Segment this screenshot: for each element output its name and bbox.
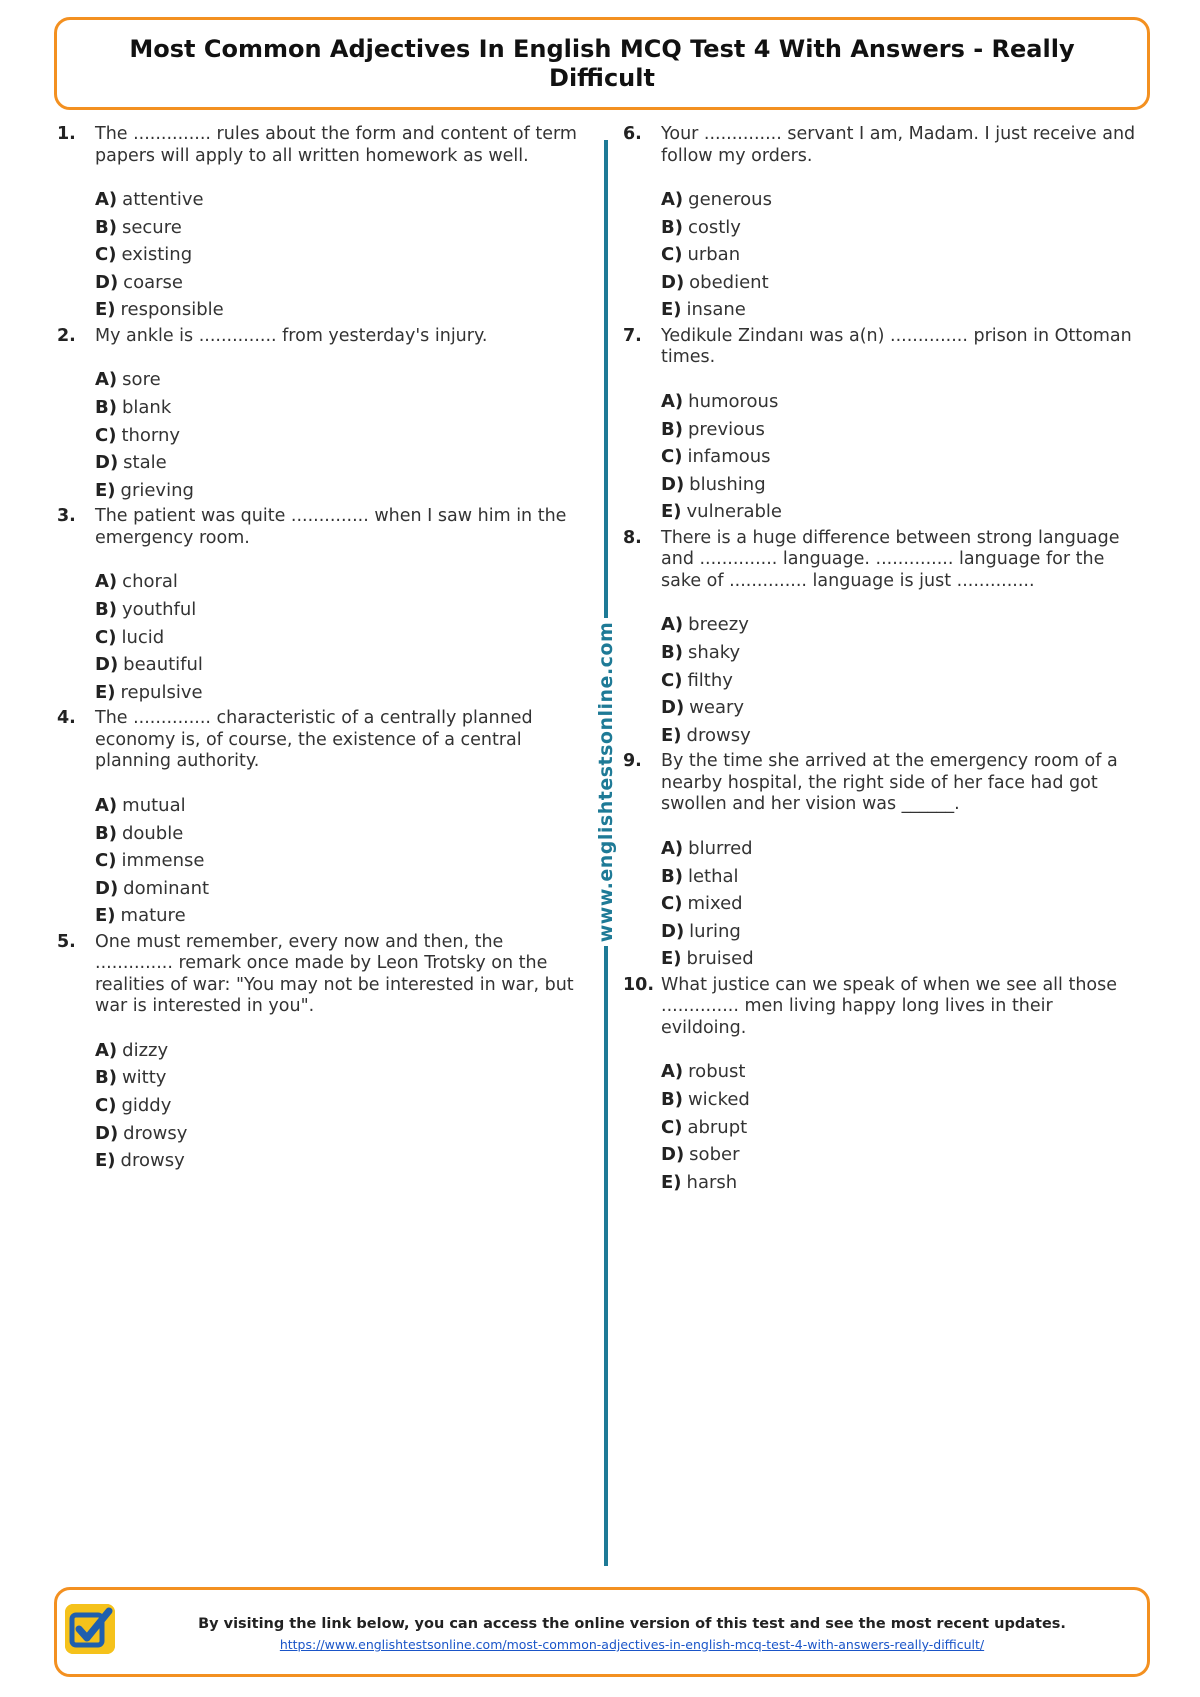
option-e: E) grieving [95, 479, 194, 501]
option-d: D) stale [95, 452, 167, 474]
option-d: D) coarse [95, 271, 183, 293]
option-c: C) immense [95, 850, 205, 872]
question-10 [623, 975, 1143, 1196]
column-divider-top [604, 140, 608, 618]
question-text: The .............. rules about the form and content of term papers will apply to all written homework as well. [95, 124, 577, 166]
option-b: B) witty [95, 1067, 167, 1089]
option-d: D) beautiful [95, 654, 203, 676]
option-a: A) dizzy [95, 1039, 169, 1061]
option-a: A) robust [661, 1061, 746, 1083]
question-text: By the time she arrived at the emergency room of a nearby hospital, the right side of her face had got swollen and her vision was ______. [661, 751, 1118, 815]
option-c: C) existing [95, 244, 193, 266]
question-2 [57, 326, 577, 504]
page-title: Most Common Adjectives In English MCQ Test 4 With Answers - Really Difficult [129, 34, 1075, 92]
option-a: A) breezy [661, 614, 749, 636]
option-list [661, 186, 1143, 324]
option-a: A) blurred [661, 837, 753, 859]
test-online-link[interactable]: https://www.englishtestsonline.com/most-common-adjectives-in-english-mcq-test-4-with-answers-really-difficult/ [279, 1637, 985, 1652]
question-text: Your .............. servant I am, Madam. I just receive and follow my orders. [661, 124, 1136, 166]
option-d: D) drowsy [95, 1122, 188, 1144]
question-number: 6. [623, 124, 642, 144]
site-watermark: www.englishtestsonline.com [595, 621, 617, 943]
column-divider-bottom [604, 946, 608, 1566]
option-e: E) drowsy [661, 724, 751, 746]
question-7 [623, 326, 1143, 526]
question-8 [623, 528, 1143, 749]
option-list [661, 388, 1143, 526]
option-e: E) responsible [95, 299, 224, 321]
option-b: B) wicked [661, 1088, 750, 1110]
option-b: B) lethal [661, 865, 739, 887]
option-b: B) shaky [661, 642, 741, 664]
title-box [54, 17, 1150, 110]
checkbox-check-icon [65, 1604, 115, 1654]
option-list [95, 568, 577, 706]
option-d: D) sober [661, 1144, 740, 1166]
option-list [95, 186, 577, 324]
option-e: E) insane [661, 299, 746, 321]
left-question-column [57, 124, 577, 1177]
question-number: 2. [57, 325, 76, 346]
option-list [661, 1058, 1143, 1196]
question-number: 8. [623, 527, 642, 548]
question-text: My ankle is .............. from yesterday's injury. [95, 325, 488, 346]
question-number: 4. [57, 708, 76, 729]
question-text: Yedikule Zindanı was a(n) .............. prison in Ottoman times. [661, 325, 1132, 368]
question-number: 1. [57, 124, 76, 144]
question-number: 5. [57, 931, 76, 952]
option-e: E) repulsive [95, 681, 203, 703]
option-list [661, 835, 1143, 973]
question-number: 9. [623, 751, 642, 772]
option-e: E) vulnerable [661, 501, 783, 523]
option-d: D) obedient [661, 271, 769, 293]
question-text: There is a huge difference between strong language and .............. language. .............. language for the sake of .............. language is just .............. [661, 527, 1120, 591]
question-number: 7. [623, 325, 642, 346]
question-number: 3. [57, 506, 76, 527]
option-e: E) harsh [661, 1171, 738, 1193]
option-b: B) youthful [95, 599, 197, 621]
option-a: A) generous [661, 189, 772, 210]
option-e: E) bruised [661, 948, 754, 970]
question-4 [57, 708, 577, 929]
option-a: A) sore [95, 369, 161, 391]
question-3 [57, 506, 577, 706]
option-list [95, 1037, 577, 1175]
option-d: D) weary [661, 697, 745, 719]
option-a: A) attentive [95, 189, 204, 210]
question-9 [623, 751, 1143, 972]
option-c: C) abrupt [661, 1116, 748, 1138]
question-1 [57, 124, 577, 324]
question-text: The .............. characteristic of a centrally planned economy is, of course, the existence of a central planning authority. [95, 708, 533, 772]
option-c: C) filthy [661, 669, 733, 691]
option-d: D) luring [661, 920, 741, 942]
question-text: The patient was quite .............. when I saw him in the emergency room. [95, 506, 567, 548]
option-list [95, 366, 577, 504]
option-a: A) mutual [95, 794, 186, 816]
option-e: E) mature [95, 905, 186, 927]
option-d: D) dominant [95, 877, 210, 899]
option-list [661, 611, 1143, 749]
option-b: B) secure [95, 216, 182, 238]
option-c: C) lucid [95, 626, 165, 648]
question-text: What justice can we speak of when we see all those .............. men living happy long lives in their evildoing. [661, 974, 1118, 1038]
option-b: B) previous [661, 418, 765, 440]
option-c: C) thorny [95, 424, 181, 446]
question-5 [57, 932, 577, 1175]
option-b: B) costly [661, 216, 741, 238]
right-question-column [623, 124, 1143, 1198]
option-c: C) giddy [95, 1095, 172, 1117]
option-b: B) double [95, 822, 184, 844]
question-6 [623, 124, 1143, 324]
footer-box [54, 1587, 1150, 1677]
option-c: C) infamous [661, 446, 771, 468]
option-a: A) choral [95, 571, 178, 593]
option-list [95, 792, 577, 930]
option-b: B) blank [95, 397, 172, 419]
option-a: A) humorous [661, 390, 779, 412]
option-c: C) urban [661, 244, 741, 266]
option-c: C) mixed [661, 893, 743, 915]
question-number: 10. [623, 974, 655, 995]
question-text: One must remember, every now and then, the .............. remark once made by Leon Trotsky on the realities of war: "You may not be interested in war, but war is interested in you". [95, 931, 574, 1017]
option-e: E) drowsy [95, 1150, 185, 1172]
option-d: D) blushing [661, 473, 766, 495]
footer-message: By visiting the link below, you can access the online version of this test and see the most recent updates. [198, 1616, 1066, 1632]
